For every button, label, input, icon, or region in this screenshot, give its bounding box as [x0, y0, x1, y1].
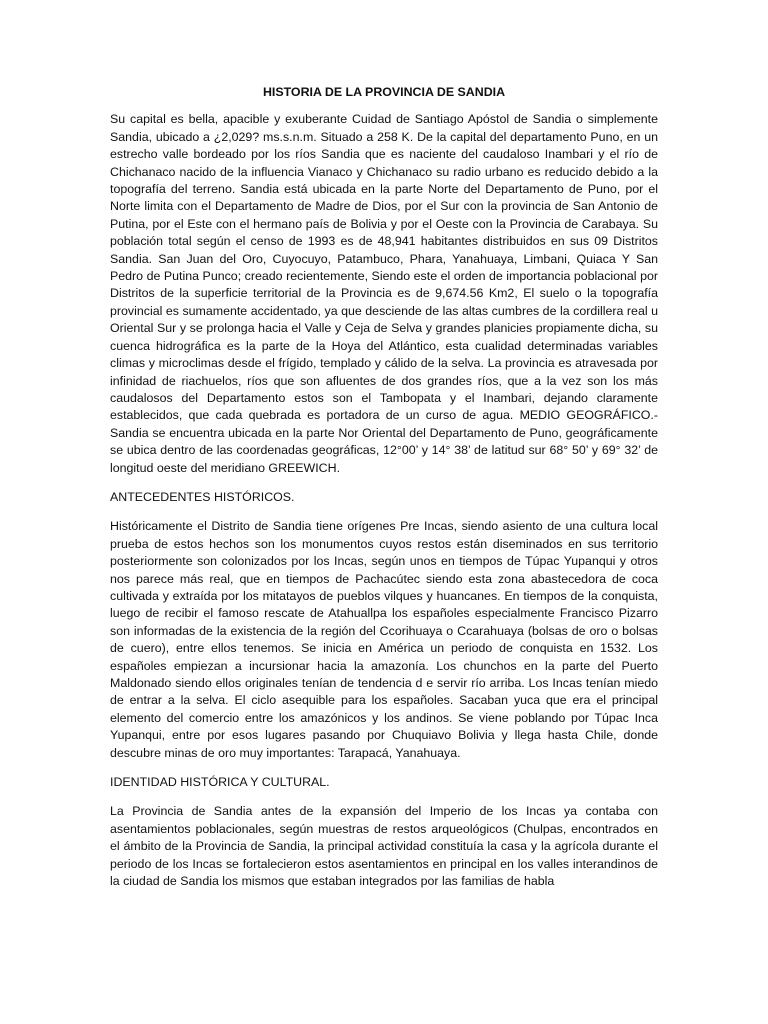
identidad-paragraph: La Provincia de Sandia antes de la expansión del Imperio de los Incas ya contaba con asentamientos poblacionales, según muestras de restos arqueológicos (Chulpas, encontrados en el ámbito de la Provincia de Sandia, la principal actividad constituía la casa y la agrícola durante el periodo de los Incas se fortalecieron estos asentamientos en principal en los valles interandinos de la ciudad de Sandia los mismos que estaban integrados por las familias de habla [110, 804, 658, 889]
antecedentes-paragraph: Históricamente el Distrito de Sandia tiene orígenes Pre Incas, siendo asiento de una cultura local prueba de estos hechos son los monumentos cuyos restos están diseminados en sus territorio posteriormente son colonizados por los Incas, según unos en tiempos de Túpac Yupanqui y otros nos parece más real, que en tiempos de Pachacútec siendo esta zona abastecedora de coca cultivada y extraída por los mitatayos de pueblos vilques y huancanes. En tiempos de la conquista, luego de recibir el famoso rescate de Atahuallpa los españoles especialmente Francisco Pizarro son informadas de la existencia de la región del Ccorihuaya o Ccarahuaya (bolsas de oro o bolsas de cuero), entre ellos tenemos. Se inicia en América un periodo de conquista en 1532. Los españoles empiezan a incursionar hacia la amazonía. Los chunchos en la parte del Puerto Maldonado siendo ellos originales tenían de tendencia d e servir río arriba. Los Incas tenían miedo de entrar a la selva. El ciclo asequible para los españoles. Sacaban yuca que era el principal elemento del comercio entre los amazónicos y los andinos. Se viene poblando por Túpac Inca Yupanqui, entre por esos lugares pasando por Chuquiavo Bolivia y llega hasta Chile, donde descubre minas de oro muy importantes: Tarapacá, Yanahuaya. [110, 519, 658, 760]
intro-paragraph: Su capital es bella, apacible y exuberante Cuidad de Santiago Apóstol de Sandia o simplemente Sandia, ubicado a ¿2,029? ms.s.n.m. Situado a 258 K. De la capital del departamento Puno, en un estrecho valle bordeado por los ríos Sandia que es naciente del caudaloso Inambari y el río de Chichanaco nacido de la influencia Vianaco y Chichanaco su radio urbano es reducido debido a la topografía del terreno. Sandia está ubicada en la parte Norte del Departamento de Puno, por el Norte limita con el Departamento de Madre de Dios, por el Sur con la provincia de San Antonio de Putina, por el Este con el hermano país de Bolivia y por el Oeste con la Provincia de Carabaya. Su población total según el censo de 1993 es de 48,941 habitantes distribuidos en sus 09 Distritos Sandia. San Juan del Oro, Cuyocuyo, Patambuco, Phara, Yanahuaya, Limbani, Quiaca Y San Pedro de Putina Punco; creado recientemente, Siendo este el orden de importancia poblacional por Distritos de la superficie territorial de la Provincia es de 9,674.56 Km2, El suelo o la topografía provincial es sumamente accidentado, ya que desciende de las altas cumbres de la cordillera real u Oriental Sur y se prolonga hacia el Valle y Ceja de Selva y grandes planicies propiamente dicha, su cuenca hidrográfica es la parte de la Hoya del Atlántico, esta cualidad determinadas variables climas y microclimas desde el frígido, templado y cálido de la selva. La provincia es atravesada por infinidad de riachuelos, ríos que son afluentes de dos grandes ríos, que a la vez son los más caudalosos del Departamento estos son el Tambopata y el Inambari, dejando claramente establecidos, que cada quebrada es portadora de un curso de agua. MEDIO GEOGRÁFICO.- Sandia se encuentra ubicada en la parte Nor Oriental del Departamento de Puno, geográficamente se ubica dentro de las coordenadas geográficas, 12°00’ y 14° 38’ de latitud sur 68° 50’ y 69° 32’ de longitud oeste del meridiano GREEWICH. [110, 112, 658, 475]
section-heading-antecedentes: ANTECEDENTES HISTÓRICOS. [110, 489, 295, 504]
section-heading-identidad: IDENTIDAD HISTÓRICA Y CULTURAL. [110, 775, 330, 790]
document-title: HISTORIA DE LA PROVINCIA DE SANDIA [262, 85, 506, 99]
document-page [110, 84, 658, 890]
